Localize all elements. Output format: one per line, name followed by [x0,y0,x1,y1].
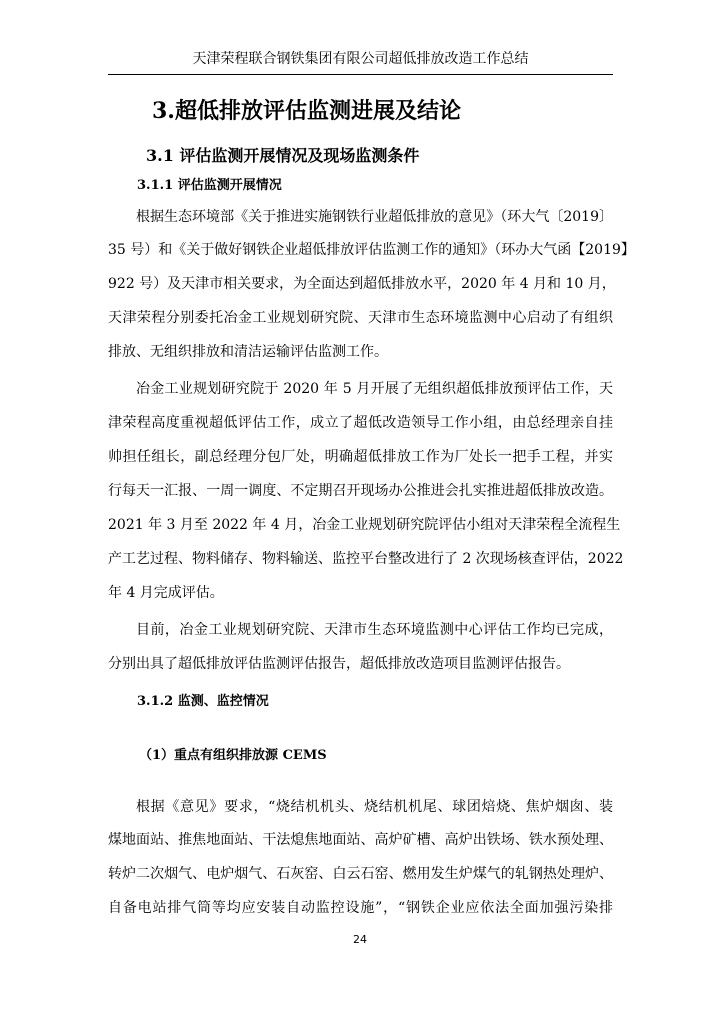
paragraph-line: 35 号）和《关于做好钢铁企业超低排放评估监测工作的通知》（环办大气函【2019】 [108,242,635,258]
paragraph-line: 2021 年 3 月至 2022 年 4 月，冶金工业规划研究院评估小组对天津荣程全流程生 [108,517,621,533]
paragraph-line: 产工艺过程、物料储存、物料输送、监控平台整改进行了 2 次现场核查评估，2022 [108,551,624,567]
paragraph-line: 自备电站排气筒等均应安装自动监控设施”，“钢铁企业应依法全面加强污染排 [108,900,613,916]
page-number: 24 [353,933,367,946]
paragraph-line: 天津荣程分别委托冶金工业规划研究院、天津市生态环境监测中心启动了有组织 [108,310,613,326]
paragraph-line: 排放、无组织排放和清洁运输评估监测工作。 [108,344,388,360]
paragraph-line: 922 号）及天津市相关要求，为全面达到超低排放水平，2020 年 4 月和 10 月， [108,276,616,292]
paragraph-line: 目前，冶金工业规划研究院、天津市生态环境监测中心评估工作均已完成， [136,622,613,638]
paragraph-line: 根据《意见》要求，“烧结机机头、烧结机机尾、球团焙烧、焦炉烟囱、装 [136,799,613,815]
paragraph-line: 津荣程高度重视超低评估工作，成立了超低改造领导工作小组，由总经理亲自挂 [108,415,613,431]
section-title: 3.超低排放评估监测进展及结论 [152,98,461,124]
paragraph-line: 煤地面站、推焦地面站、干法熄焦地面站、高炉矿槽、高炉出铁场、铁水预处理、 [108,832,613,848]
subsection-title: 3.1 评估监测开展情况及现场监测条件 [146,146,420,165]
paragraph-line: 冶金工业规划研究院于 2020 年 5 月开展了无组织超低排放预评估工作，天 [136,381,613,397]
paragraph-line: 根据生态环境部《关于推进实施钢铁行业超低排放的意见》（环大气〔2019〕 [136,209,613,225]
paragraph-line: 行每天一汇报、一周一调度、不定期召开现场办公推进会扎实推进超低排放改造。 [108,483,613,499]
paragraph-line: 转炉二次烟气、电炉烟气、石灰窑、白云石窑、燃用发生炉煤气的轧钢热处理炉、 [108,866,613,882]
running-header: 天津荣程联合钢铁集团有限公司超低排放改造工作总结 [192,51,529,67]
heading-cems: （1）重点有组织排放源 CEMS [139,748,327,763]
heading-3-1-1: 3.1.1 评估监测开展情况 [137,178,282,193]
heading-3-1-2: 3.1.2 监测、监控情况 [137,694,269,709]
paragraph-line: 年 4 月完成评估。 [108,585,224,601]
paragraph-line: 帅担任组长，副总经理分包厂处，明确超低排放工作为厂处长一把手工程，并实 [108,449,613,465]
paragraph-line: 分别出具了超低排放评估监测评估报告，超低排放改造项目监测评估报告。 [108,656,570,672]
header-divider [108,74,613,75]
